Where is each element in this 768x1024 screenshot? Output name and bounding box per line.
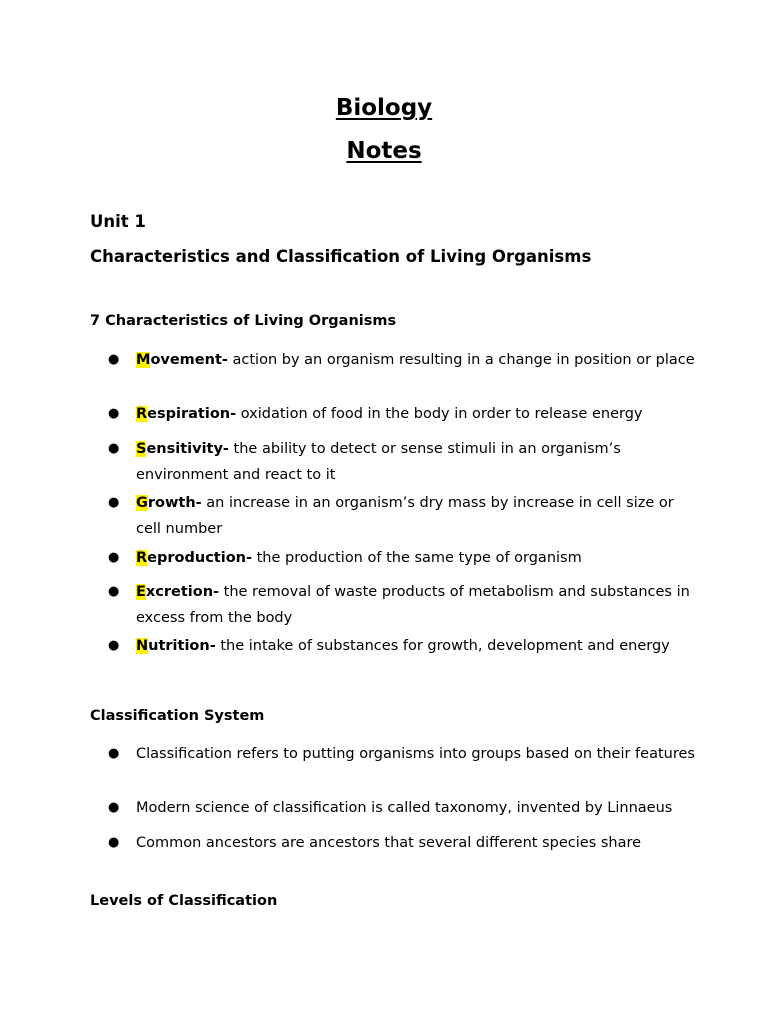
term-description: the production of the same type of organism	[252, 550, 582, 566]
section-heading-classification: Classification System	[90, 708, 265, 724]
bullet-icon: ●	[108, 406, 120, 421]
highlighted-initial: R	[136, 406, 148, 422]
term-description: the intake of substances for growth, development and energy	[215, 638, 670, 654]
highlighted-initial: G	[136, 495, 148, 511]
term-description: action by an organism resulting in a change in position or place	[227, 352, 695, 368]
list-item	[108, 830, 698, 856]
term-label: rowth-	[147, 495, 202, 511]
bullet-icon: ●	[108, 746, 120, 761]
section-heading-characteristics: 7 Characteristics of Living Organisms	[90, 313, 397, 329]
bullet-icon: ●	[108, 441, 120, 456]
term-label: ensitivity-	[146, 441, 229, 457]
list-item-text: Modern science of classification is called taxonomy, invented by Linnaeus	[136, 800, 673, 816]
term-label: espiration-	[147, 406, 237, 422]
bullet-icon: ●	[108, 800, 120, 815]
highlighted-initial: M	[136, 352, 151, 368]
bullet-icon: ●	[108, 495, 120, 510]
section-heading-levels: Levels of Classification	[90, 893, 278, 909]
list-item	[108, 401, 698, 427]
list-item	[108, 436, 698, 488]
term-label: xcretion-	[145, 584, 220, 600]
highlighted-initial: S	[136, 441, 147, 457]
list-item	[108, 545, 698, 571]
bullet-icon: ●	[108, 550, 120, 565]
document-subtitle: Notes	[346, 138, 422, 164]
unit-title: Characteristics and Classification of Living Organisms	[90, 247, 592, 266]
term-description: the removal of waste products of metabolism and substances in excess from the body	[136, 584, 690, 626]
term-description: an increase in an organism’s dry mass by increase in cell size or cell number	[136, 495, 674, 537]
list-item-text: Classification refers to putting organisms into groups based on their features	[136, 746, 695, 762]
list-item	[108, 795, 698, 821]
term-label: ovement-	[150, 352, 228, 368]
bullet-icon: ●	[108, 835, 120, 850]
bullet-icon: ●	[108, 638, 120, 653]
unit-heading: Unit 1	[90, 212, 146, 231]
list-item	[108, 347, 698, 373]
highlighted-initial: E	[136, 584, 146, 600]
highlighted-initial: R	[136, 550, 148, 566]
bullet-icon: ●	[108, 352, 120, 367]
list-item-text: Common ancestors are ancestors that several different species share	[136, 835, 642, 851]
list-item	[108, 490, 698, 542]
list-item	[108, 579, 698, 631]
list-item	[108, 741, 698, 767]
list-item	[108, 633, 698, 659]
term-label: eproduction-	[147, 550, 252, 566]
term-description: the ability to detect or sense stimuli in an organism’s environment and react to it	[136, 441, 621, 483]
highlighted-initial: N	[136, 638, 149, 654]
term-label: utrition-	[148, 638, 216, 654]
term-description: oxidation of food in the body in order to release energy	[236, 406, 643, 422]
bullet-icon: ●	[108, 584, 120, 599]
document-title: Biology	[335, 95, 433, 121]
